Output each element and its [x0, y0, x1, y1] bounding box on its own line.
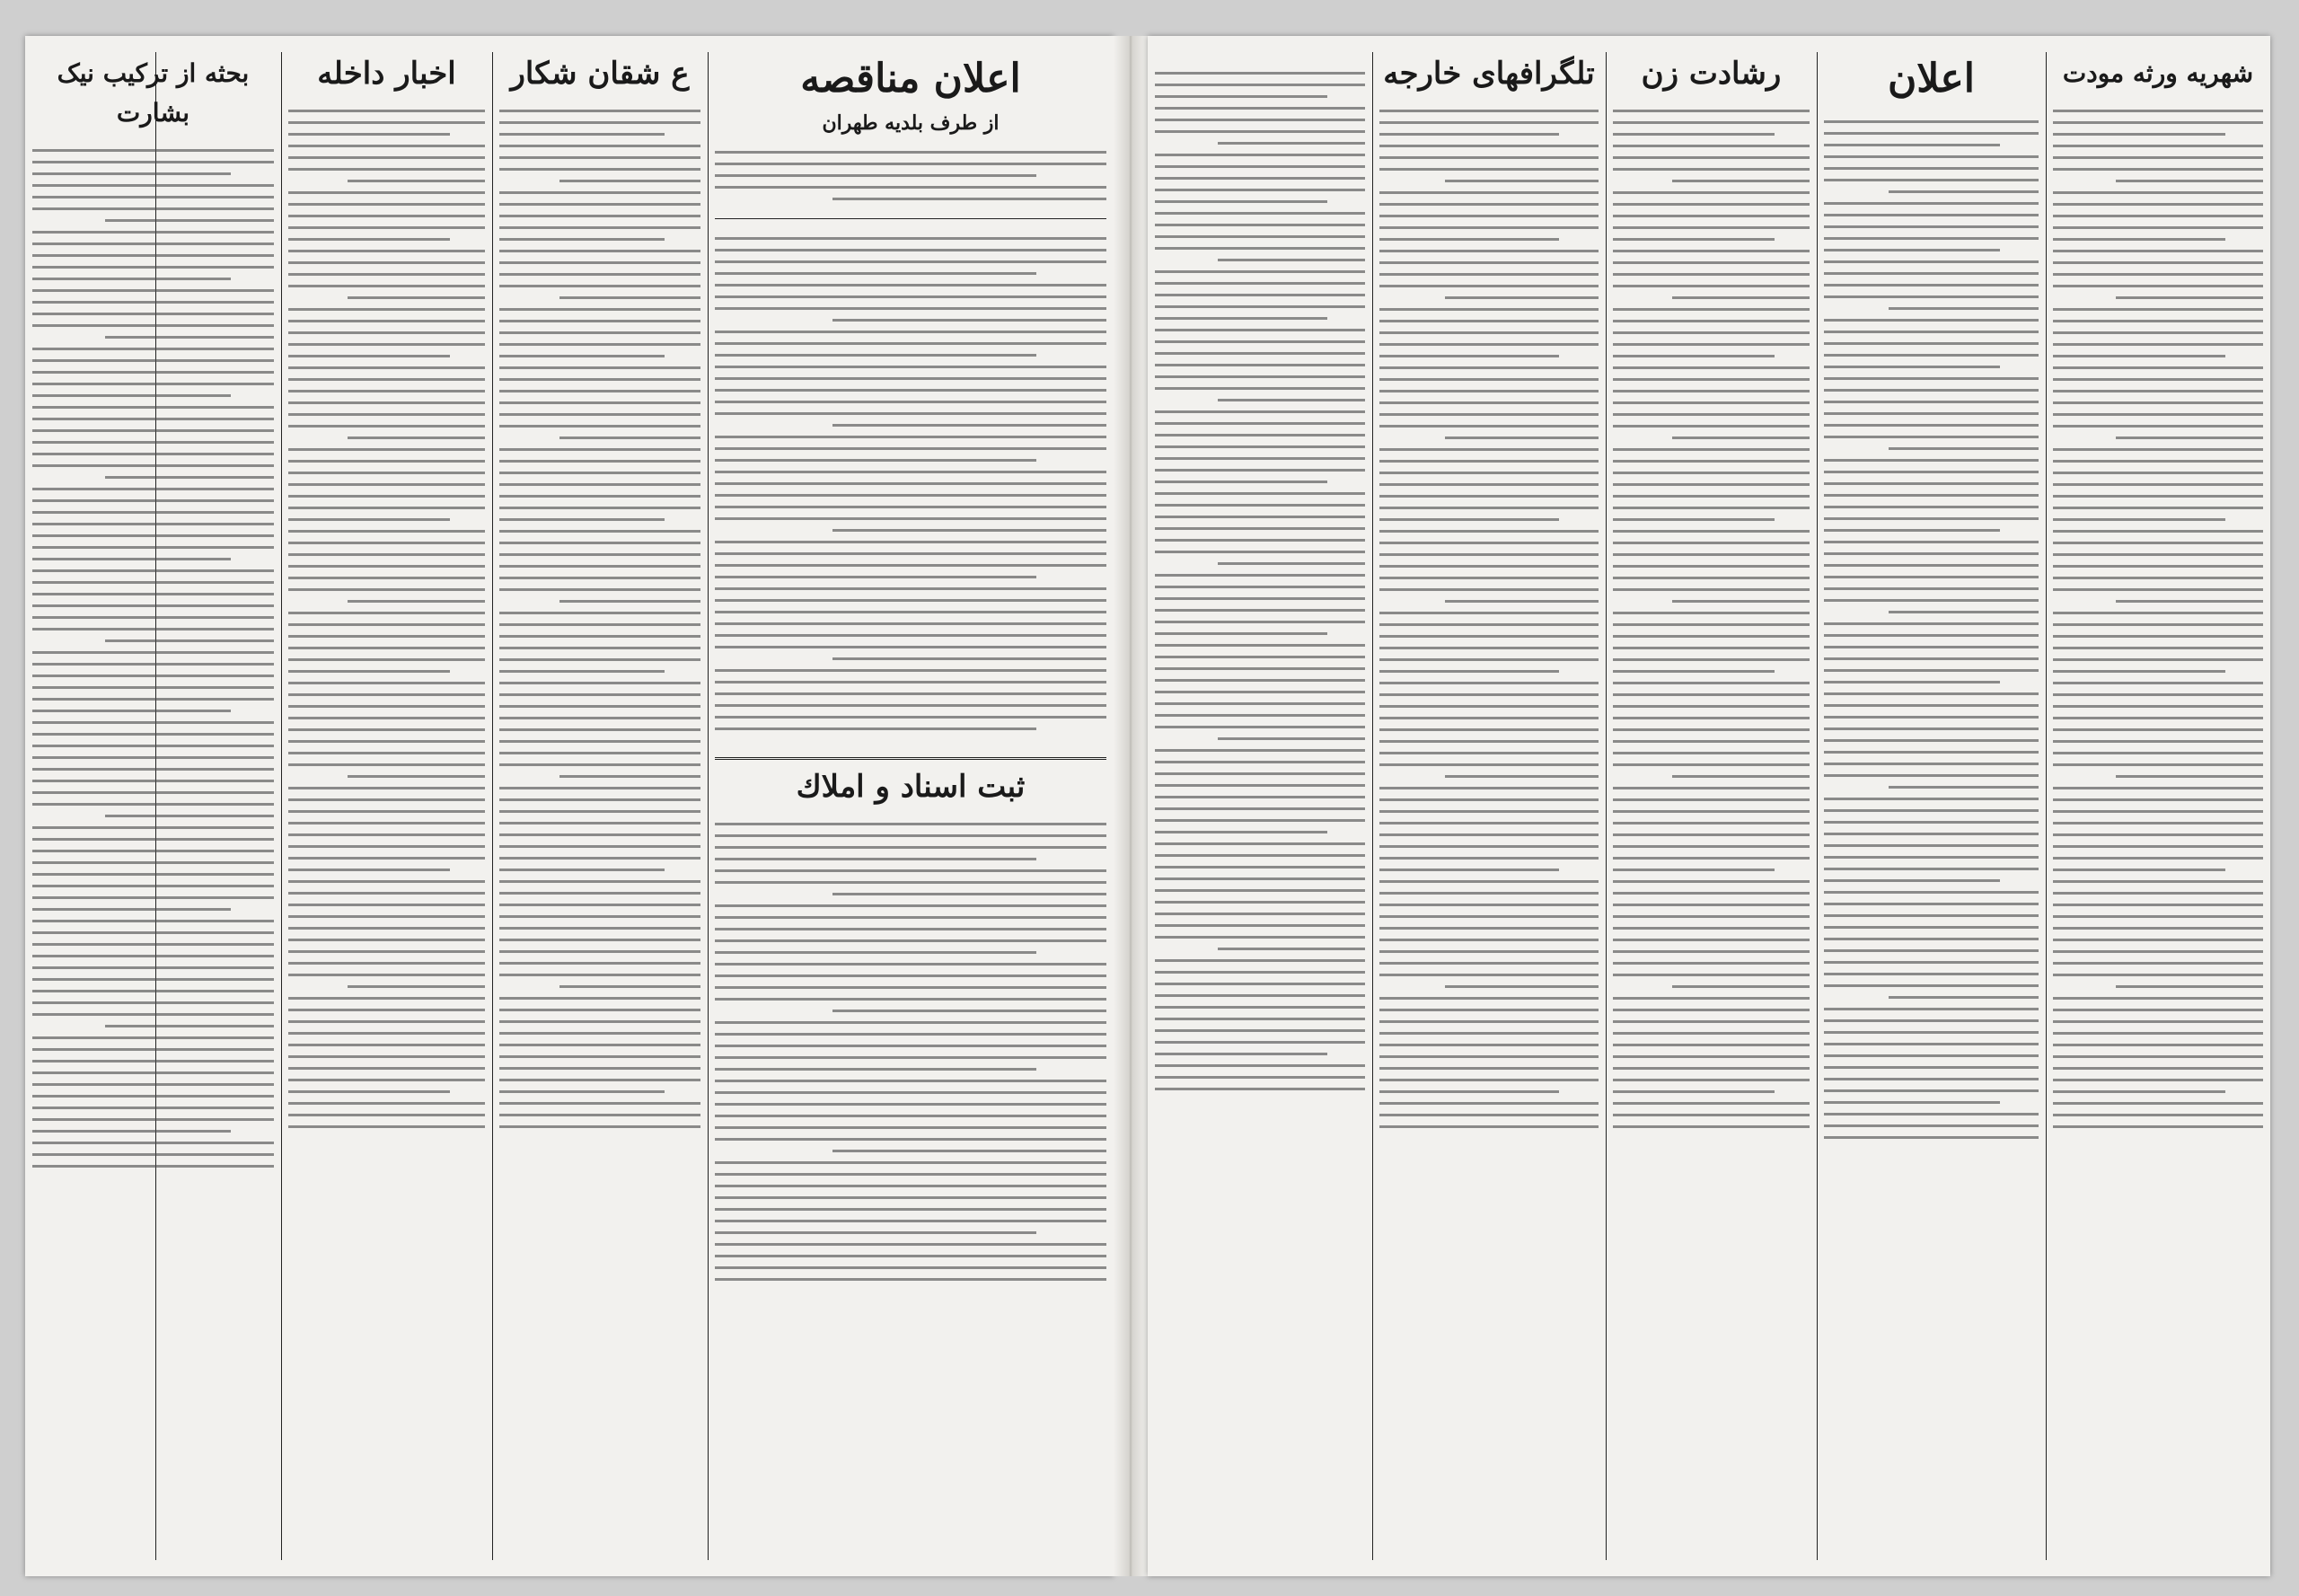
- registry-body: [715, 812, 1106, 1292]
- tender-column: [708, 52, 1114, 1560]
- tender-body: [715, 140, 1106, 211]
- gratitude-column: [492, 52, 708, 1560]
- foreign-body: [1379, 99, 1599, 1139]
- right-first-body: [1155, 61, 1365, 1101]
- tender-heading: اعلان مناقصه: [800, 56, 1021, 101]
- city-heading: شهریه ورثه مودت: [2062, 58, 2254, 88]
- domestic-heading: اخبار داخله: [317, 56, 456, 92]
- book-gutter: [1114, 36, 1148, 1576]
- announce-heading: اعلان: [1887, 56, 1976, 101]
- bashart-body: [32, 138, 274, 1178]
- foreign-column: [1372, 52, 1606, 1560]
- domestic-column: [281, 52, 492, 1560]
- foreign-heading: تلگرافهای خارجه: [1383, 56, 1595, 92]
- city-column: [2046, 52, 2270, 1560]
- tender-subheading: از طرف بلدیه طهران: [822, 111, 1000, 135]
- women-heading: رشادت زن: [1641, 56, 1782, 92]
- women-body: [1613, 99, 1810, 1139]
- left-page: [25, 36, 1114, 1576]
- gratitude-body: [499, 99, 700, 1139]
- gratitude-heading: ع شقان شكار: [510, 56, 690, 92]
- tender-text: [715, 226, 1106, 741]
- registry-heading: ثبت اسناد و املاك: [796, 769, 1026, 805]
- bashart-heading: بحثه از ترکیب نیک بشارت: [57, 58, 250, 128]
- right-page-first-column: [1148, 52, 1372, 1560]
- right-page: [1148, 36, 2270, 1576]
- announce-body: [1824, 110, 2039, 1150]
- announce-column: [1817, 52, 2046, 1560]
- domestic-body: [288, 99, 485, 1139]
- bashart-column: [25, 52, 281, 1560]
- women-column: [1606, 52, 1817, 1560]
- city-body: [2053, 99, 2263, 1139]
